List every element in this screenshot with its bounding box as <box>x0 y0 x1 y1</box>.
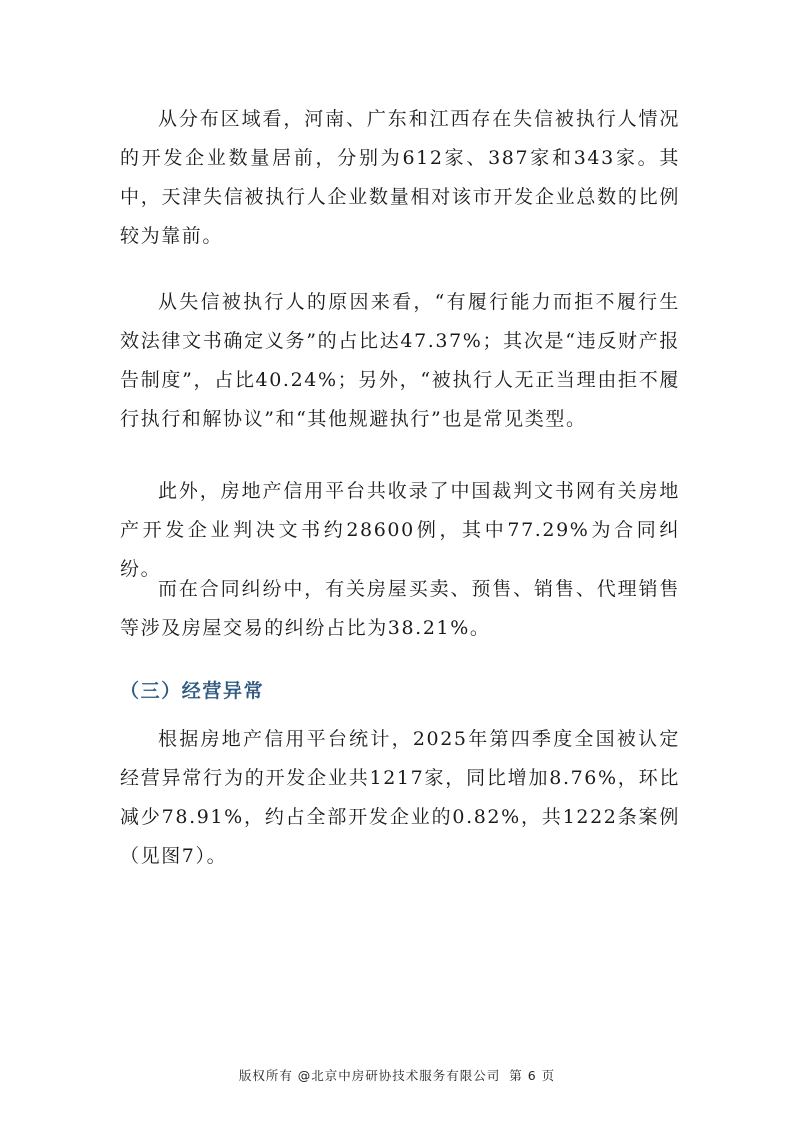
paragraph-abnormal-operation-stats: 根据房地产信用平台统计，2025年第四季度全国被认定经营异常行为的开发企业共1217家，同比增加8.76%，环比减少78.91%，约占全部开发企业的0.82%，共1222条案例（见图7）。 <box>120 728 680 867</box>
paragraph-distribution-region: 从分布区域看，河南、广东和江西存在失信被执行人情况的开发企业数量居前，分别为612家、387家和343家。其中，天津失信被执行人企业数量相对该市开发企业总数的比例较为靠前。 <box>120 108 680 247</box>
footer-page-number: 第 6 页 <box>509 1068 556 1083</box>
footer-copyright: 版权所有 @北京中房研协技术服务有限公司 <box>238 1068 501 1083</box>
paragraph-judgment-documents: 此外，房地产信用平台共收录了中国裁判文书网有关房地产开发企业判决文书约28600例，其中77.29%为合同纠纷。 <box>120 480 680 580</box>
page-footer <box>0 1066 794 1084</box>
section-heading-abnormal-operation: （三）经营异常 <box>120 680 265 702</box>
paragraph-contract-disputes: 而在合同纠纷中，有关房屋买卖、预售、销售、代理销售等涉及房屋交易的纠纷占比为38.21%。 <box>120 578 680 639</box>
paragraph-dishonesty-reasons: 从失信被执行人的原因来看，“有履行能力而拒不履行生效法律文书确定义务”的占比达47.37%；其次是“违反财产报告制度”，占比40.24%；另外，“被执行人无正当理由拒不履行执行和解协议”和“其他规避执行”也是常见类型。 <box>120 291 680 430</box>
